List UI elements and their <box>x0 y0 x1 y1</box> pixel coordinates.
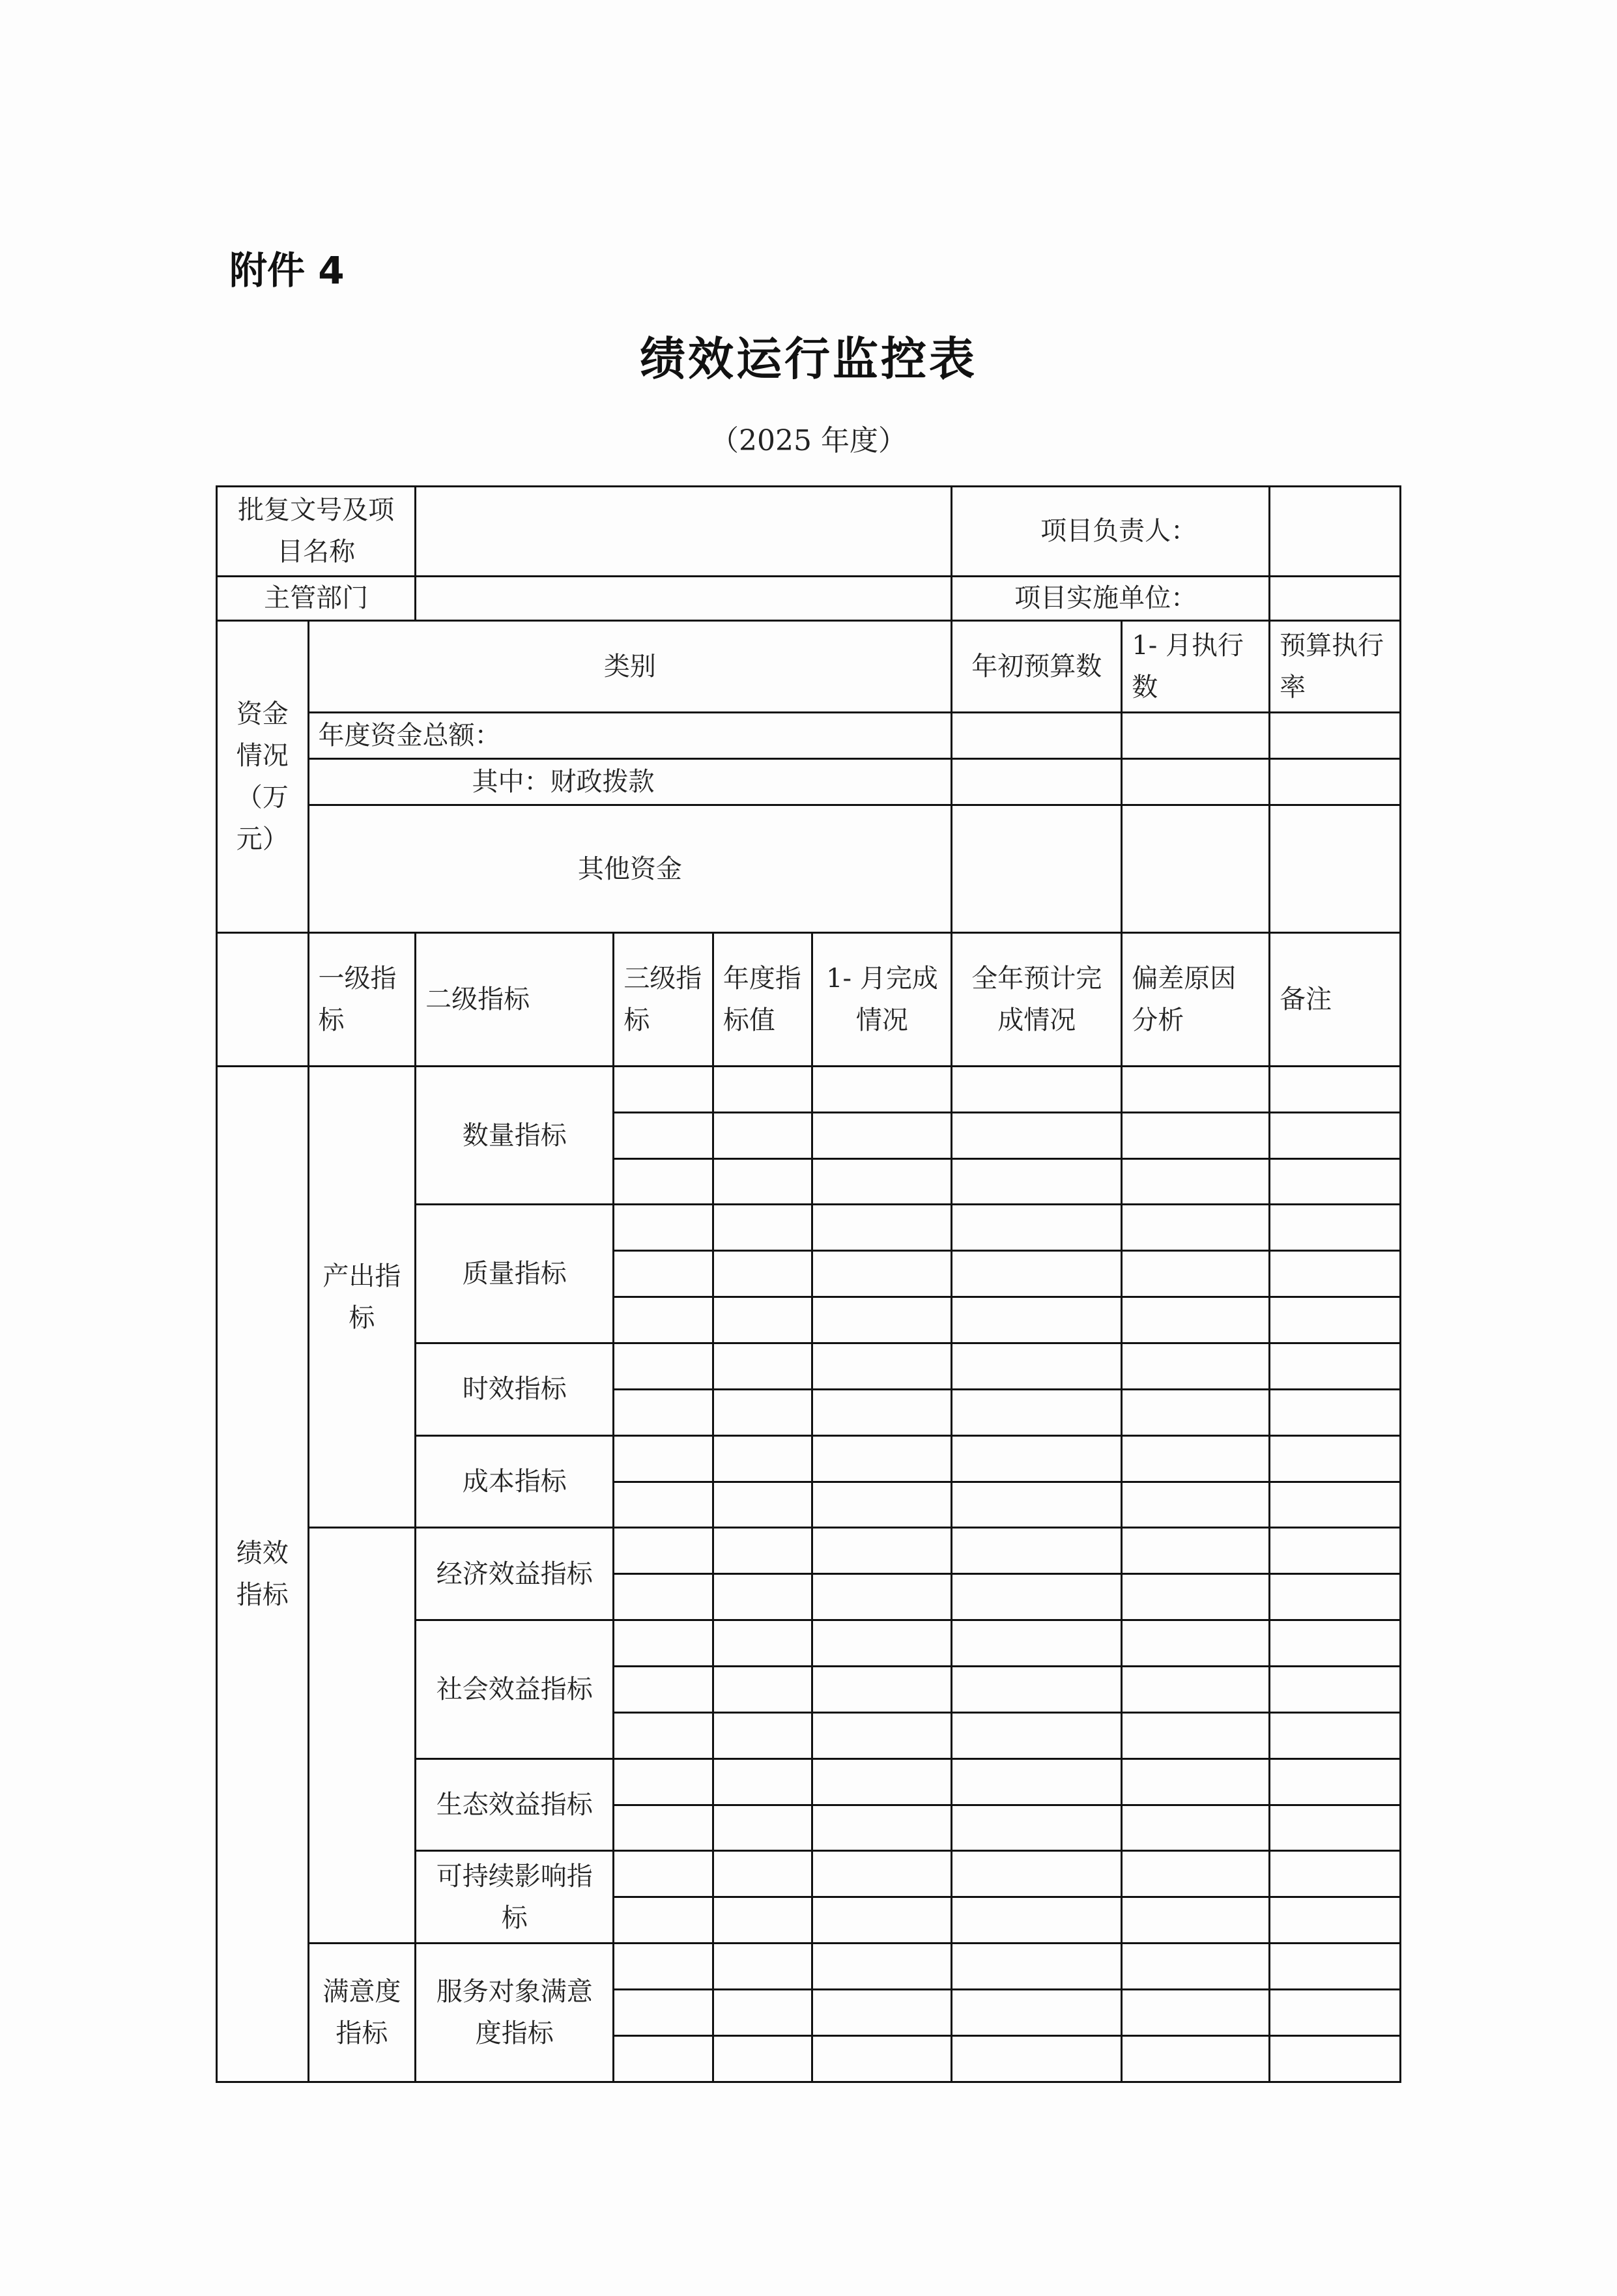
other-initial-field[interactable] <box>952 805 1122 932</box>
performance-monitoring-table <box>216 485 1401 2083</box>
sustainable-indicator-label: 可持续影响指标 <box>416 1851 614 1944</box>
page-title: 绩效运行监控表 <box>640 332 977 386</box>
table-cell[interactable] <box>614 1205 713 1251</box>
table-cell[interactable] <box>812 1897 952 1944</box>
performance-section-label: 绩效指标 <box>217 1066 309 2082</box>
table-cell[interactable] <box>812 1667 952 1713</box>
funds-header-row <box>217 620 1401 713</box>
project-leader-label: 项目负责人： <box>952 487 1270 577</box>
table-cell[interactable] <box>1122 1482 1270 1528</box>
table-cell[interactable] <box>1270 1389 1401 1435</box>
annual-target-header: 年度指标值 <box>713 933 812 1067</box>
table-cell[interactable] <box>1270 1435 1401 1482</box>
table-cell[interactable] <box>812 1158 952 1205</box>
table-cell[interactable] <box>1270 1758 1401 1805</box>
table-cell[interactable] <box>1122 1944 1270 1990</box>
table-cell[interactable] <box>1122 1620 1270 1667</box>
table-cell[interactable] <box>812 1712 952 1758</box>
project-leader-field[interactable] <box>1270 487 1401 577</box>
table-cell[interactable] <box>713 1944 812 1990</box>
output-indicator-label: 产出指标 <box>308 1066 416 1528</box>
benefit-indicator-label <box>308 1528 416 1944</box>
department-field[interactable] <box>416 576 952 620</box>
table-cell[interactable] <box>812 1066 952 1112</box>
table-cell[interactable] <box>812 1944 952 1990</box>
table-cell[interactable] <box>952 1158 1122 1205</box>
table-cell[interactable] <box>812 1343 952 1390</box>
table-cell[interactable] <box>713 1758 812 1805</box>
service-satisfaction-label: 服务对象满意度指标 <box>416 1944 614 2082</box>
table-cell[interactable] <box>952 1528 1122 1574</box>
table-cell[interactable] <box>614 1158 713 1205</box>
table-cell[interactable] <box>713 1205 812 1251</box>
table-row <box>217 1944 1401 1990</box>
table-cell[interactable] <box>1270 1066 1401 1112</box>
ecological-indicator-label: 生态效益指标 <box>416 1758 614 1851</box>
department-label: 主管部门 <box>217 576 416 620</box>
table-cell[interactable] <box>1122 1851 1270 1897</box>
table-cell[interactable] <box>614 1528 713 1574</box>
table-cell[interactable] <box>1270 1528 1401 1574</box>
total-initial-field[interactable] <box>952 713 1122 759</box>
total-rate-field[interactable] <box>1270 713 1401 759</box>
table-cell[interactable] <box>1270 1297 1401 1343</box>
table-cell[interactable] <box>1270 1712 1401 1758</box>
annual-forecast-header: 全年预计完成情况 <box>952 933 1122 1067</box>
level2-header: 二级指标 <box>416 933 614 1067</box>
table-cell[interactable] <box>713 1528 812 1574</box>
table-cell[interactable] <box>614 1620 713 1667</box>
table-cell[interactable] <box>614 1897 713 1944</box>
table-cell[interactable] <box>1270 1205 1401 1251</box>
table-cell[interactable] <box>614 1574 713 1620</box>
table-cell[interactable] <box>614 1851 713 1897</box>
table-cell[interactable] <box>614 1343 713 1390</box>
table-cell[interactable] <box>713 1435 812 1482</box>
table-cell[interactable] <box>1122 1251 1270 1297</box>
table-cell[interactable] <box>952 1389 1122 1435</box>
funds-other-row <box>217 805 1401 932</box>
level3-header: 三级指标 <box>614 933 713 1067</box>
table-cell[interactable] <box>812 1620 952 1667</box>
table-cell[interactable] <box>713 1620 812 1667</box>
table-cell[interactable] <box>1270 1112 1401 1158</box>
table-cell[interactable] <box>1122 1435 1270 1482</box>
attachment-label: 附件 4 <box>229 248 345 293</box>
table-cell[interactable] <box>614 1066 713 1112</box>
satisfaction-indicator-label: 满意度指标 <box>308 1944 416 2082</box>
table-cell[interactable] <box>1122 1758 1270 1805</box>
implementing-unit-label: 项目实施单位： <box>952 576 1270 620</box>
table-cell[interactable] <box>952 1667 1122 1713</box>
table-cell[interactable] <box>713 1805 812 1851</box>
table-cell[interactable] <box>952 1805 1122 1851</box>
table-cell[interactable] <box>614 1667 713 1713</box>
total-executed-field[interactable] <box>1122 713 1270 759</box>
table-cell[interactable] <box>1122 1712 1270 1758</box>
table-cell[interactable] <box>812 1990 952 2036</box>
table-cell[interactable] <box>713 1712 812 1758</box>
table-cell[interactable] <box>1122 1574 1270 1620</box>
table-cell[interactable] <box>1122 1667 1270 1713</box>
table-cell[interactable] <box>713 1251 812 1297</box>
table-cell[interactable] <box>614 1482 713 1528</box>
table-cell[interactable] <box>1270 1805 1401 1851</box>
table-row <box>217 1528 1401 1574</box>
table-cell[interactable] <box>1122 1205 1270 1251</box>
table-cell[interactable] <box>614 1712 713 1758</box>
project-row <box>217 487 1401 577</box>
table-cell[interactable] <box>952 1944 1122 1990</box>
table-cell[interactable] <box>1122 1343 1270 1390</box>
table-cell[interactable] <box>1270 1897 1401 1944</box>
other-funds-label: 其他资金 <box>308 805 952 932</box>
table-cell[interactable] <box>952 1482 1122 1528</box>
table-cell[interactable] <box>1270 1667 1401 1713</box>
table-cell[interactable] <box>812 1435 952 1482</box>
table-cell[interactable] <box>952 1620 1122 1667</box>
table-row <box>217 1066 1401 1112</box>
table-cell[interactable] <box>1122 2035 1270 2082</box>
table-cell[interactable] <box>1270 1343 1401 1390</box>
table-cell[interactable] <box>952 1851 1122 1897</box>
funds-section-label: 资金情况（万元） <box>217 620 309 933</box>
table-cell[interactable] <box>713 1066 812 1112</box>
timeliness-indicator-label: 时效指标 <box>416 1343 614 1436</box>
level1-header: 一级指标 <box>308 933 416 1067</box>
table-cell[interactable] <box>952 1343 1122 1390</box>
social-indicator-label: 社会效益指标 <box>416 1620 614 1759</box>
table-cell[interactable] <box>1122 1805 1270 1851</box>
table-cell[interactable] <box>952 1897 1122 1944</box>
table-cell[interactable] <box>614 1758 713 1805</box>
table-cell[interactable] <box>952 1990 1122 2036</box>
table-cell[interactable] <box>1270 1574 1401 1620</box>
table-cell[interactable] <box>952 1251 1122 1297</box>
table-cell[interactable] <box>812 1297 952 1343</box>
approval-and-name-field[interactable] <box>416 487 952 577</box>
table-cell[interactable] <box>1270 1482 1401 1528</box>
cost-indicator-label: 成本指标 <box>416 1435 614 1528</box>
table-cell[interactable] <box>812 1574 952 1620</box>
indicator-header-row <box>217 933 1401 1067</box>
table-cell[interactable] <box>614 1251 713 1297</box>
quantity-indicator-label: 数量指标 <box>416 1066 614 1205</box>
table-cell[interactable] <box>713 1574 812 1620</box>
table-cell[interactable] <box>713 1851 812 1897</box>
table-cell[interactable] <box>1270 1158 1401 1205</box>
deviation-analysis-header: 偏差原因分析 <box>1122 933 1270 1067</box>
other-executed-field[interactable] <box>1122 805 1270 932</box>
table-cell[interactable] <box>812 1112 952 1158</box>
fiscal-initial-field[interactable] <box>952 759 1122 805</box>
table-cell[interactable] <box>1270 1251 1401 1297</box>
table-cell[interactable] <box>952 1112 1122 1158</box>
total-funds-label: 年度资金总额： <box>308 713 952 759</box>
department-row <box>217 576 1401 620</box>
table-cell[interactable] <box>614 2035 713 2082</box>
table-cell[interactable] <box>1122 1389 1270 1435</box>
table-cell[interactable] <box>952 1758 1122 1805</box>
table-cell[interactable] <box>614 1297 713 1343</box>
table-cell[interactable] <box>713 1112 812 1158</box>
table-cell[interactable] <box>614 1805 713 1851</box>
implementing-unit-field[interactable] <box>1270 576 1401 620</box>
table-cell[interactable] <box>713 1343 812 1390</box>
executed-header: 1- 月执行数 <box>1122 620 1270 713</box>
table-cell[interactable] <box>952 1205 1122 1251</box>
table-cell[interactable] <box>713 1389 812 1435</box>
funds-fiscal-row <box>217 759 1401 805</box>
table-cell[interactable] <box>713 1897 812 1944</box>
table-cell[interactable] <box>952 1297 1122 1343</box>
table-cell[interactable] <box>1270 1990 1401 2036</box>
table-cell[interactable] <box>952 1066 1122 1112</box>
table-cell[interactable] <box>952 1712 1122 1758</box>
table-cell[interactable] <box>1122 1158 1270 1205</box>
economic-indicator-label: 经济效益指标 <box>416 1528 614 1620</box>
table-cell[interactable] <box>614 1435 713 1482</box>
table-cell[interactable] <box>952 2035 1122 2082</box>
table-cell[interactable] <box>713 1667 812 1713</box>
table-cell[interactable] <box>952 1435 1122 1482</box>
table-cell[interactable] <box>713 1990 812 2036</box>
category-header: 类别 <box>308 620 952 713</box>
table-cell[interactable] <box>812 1851 952 1897</box>
initial-budget-header: 年初预算数 <box>952 620 1122 713</box>
remarks-header: 备注 <box>1270 933 1401 1067</box>
table-cell[interactable] <box>614 1990 713 2036</box>
table-cell[interactable] <box>1122 1112 1270 1158</box>
table-cell[interactable] <box>1270 1620 1401 1667</box>
table-cell[interactable] <box>1270 1851 1401 1897</box>
table-cell[interactable] <box>812 1805 952 1851</box>
other-rate-field[interactable] <box>1270 805 1401 932</box>
indicator-header-blank <box>217 933 309 1067</box>
table-cell[interactable] <box>812 1758 952 1805</box>
table-cell[interactable] <box>1122 1897 1270 1944</box>
approval-and-name-label: 批复文号及项目名称 <box>217 487 416 577</box>
year-label: （2025 年度） <box>710 424 907 457</box>
table-cell[interactable] <box>713 1297 812 1343</box>
table-cell[interactable] <box>812 2035 952 2082</box>
table-cell[interactable] <box>1122 1528 1270 1574</box>
quality-indicator-label: 质量指标 <box>416 1205 614 1343</box>
table-cell[interactable] <box>812 1528 952 1574</box>
table-cell[interactable] <box>713 1158 812 1205</box>
table-cell[interactable] <box>1270 1944 1401 1990</box>
table-cell[interactable] <box>812 1482 952 1528</box>
table-cell[interactable] <box>812 1389 952 1435</box>
table-cell[interactable] <box>952 1574 1122 1620</box>
table-cell[interactable] <box>713 2035 812 2082</box>
table-cell[interactable] <box>614 1112 713 1158</box>
monthly-completion-header: 1- 月完成情况 <box>812 933 952 1067</box>
execution-rate-header: 预算执行率 <box>1270 620 1401 713</box>
table-cell[interactable] <box>812 1205 952 1251</box>
table-cell[interactable] <box>1270 2035 1401 2082</box>
table-cell[interactable] <box>1122 1066 1270 1112</box>
table-cell[interactable] <box>614 1944 713 1990</box>
table-cell[interactable] <box>713 1482 812 1528</box>
fiscal-rate-field[interactable] <box>1270 759 1401 805</box>
fiscal-executed-field[interactable] <box>1122 759 1270 805</box>
fiscal-funds-label: 其中：财政拨款 <box>308 759 952 805</box>
table-cell[interactable] <box>812 1251 952 1297</box>
table-cell[interactable] <box>1122 1297 1270 1343</box>
funds-total-row <box>217 713 1401 759</box>
table-cell[interactable] <box>614 1389 713 1435</box>
table-cell[interactable] <box>1122 1990 1270 2036</box>
